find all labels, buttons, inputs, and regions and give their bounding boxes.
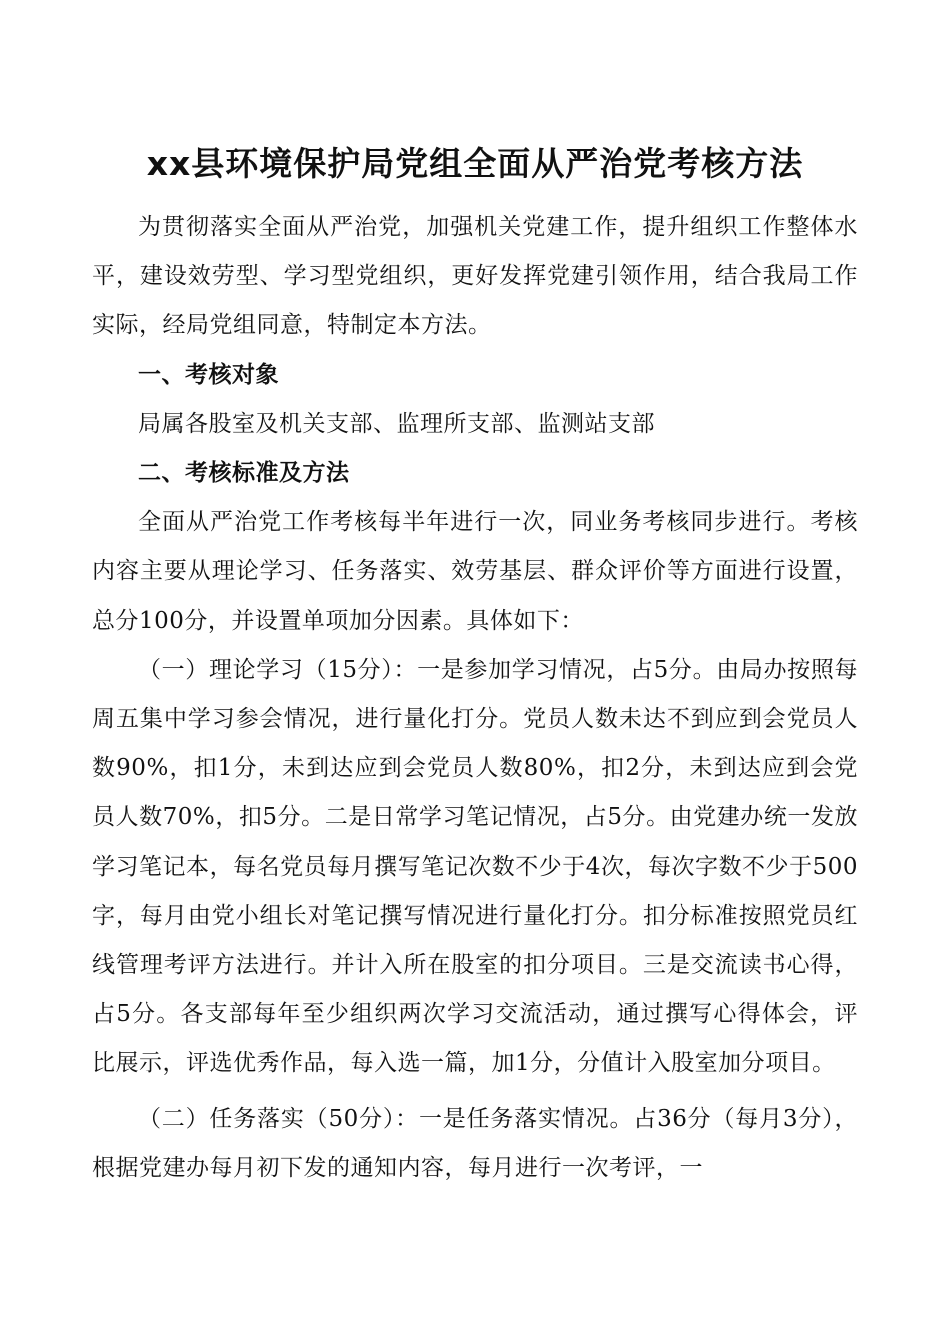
- section-heading-standards-methods: 二、考核标准及方法: [138, 460, 350, 487]
- document-title: xx县环境保护局党组全面从严治党考核方法: [146, 144, 804, 183]
- intro-paragraph: 为贯彻落实全面从严治党，加强机关党建工作，提升组织工作整体水平，建设效劳型、学习型党组织，更好发挥党建引领作用，结合我局工作实际，经局党组同意，特制定本方法。: [92, 214, 858, 339]
- document-body: [92, 203, 858, 1193]
- task-implementation-paragraph: （二）任务落实（50分）：一是任务落实情况。占36分（每月3分），根据党建办每月初下发的通知内容，每月进行一次考评，一: [92, 1105, 858, 1181]
- theory-study-paragraph: （一）理论学习（15分）：一是参加学习情况，占5分。由局办按照每周五集中学习参会情况，进行量化打分。党员人数未达不到应到会党员人数90%，扣1分，未到达应到会党员人数80%，扣2分，未到达应到会党员人数70%，扣5分。二是日常学习笔记情况，占5分。由党建办统一发放学习笔记本，每名党员每月撰写笔记次数不少于4次，每次字数不少于500字，每月由党小组长对笔记撰写情况进行量化打分。扣分标准按照党员红线管理考评方法进行。并计入所在股室的扣分项目。三是交流读书心得，占5分。各支部每年至少组织两次学习交流活动，通过撰写心得体会，评比展示，评选优秀作品，每入选一篇，加1分，分值计入股室加分项目。: [92, 656, 858, 1077]
- assessment-targets-paragraph: 局属各股室及机关支部、监理所支部、监测站支部: [138, 410, 655, 437]
- section-heading-assessment-targets: 一、考核对象: [138, 361, 279, 388]
- standards-methods-paragraph: 全面从严治党工作考核每半年进行一次，同业务考核同步进行。考核内容主要从理论学习、任务落实、效劳基层、群众评价等方面进行设置，总分100分，并设置单项加分因素。具体如下：: [92, 509, 858, 634]
